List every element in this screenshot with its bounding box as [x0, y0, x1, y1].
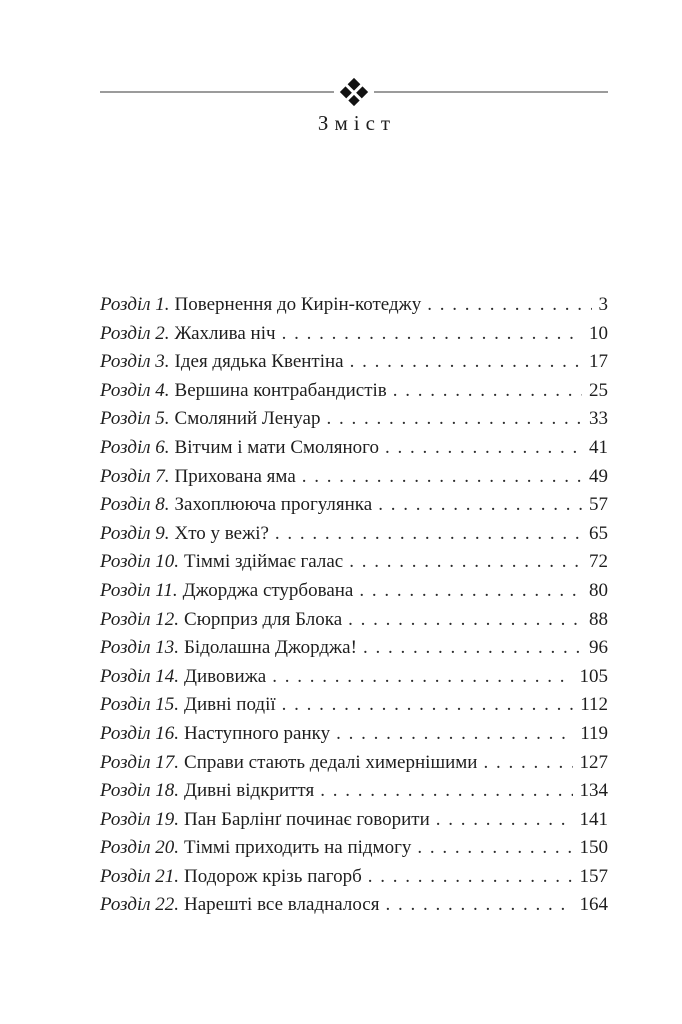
- chapter-title: Дивні відкриття: [184, 780, 315, 802]
- four-diamond-ornament-icon: [340, 78, 368, 106]
- page-number: 49: [589, 465, 608, 487]
- chapter-label: Розділ 12.: [100, 608, 180, 630]
- chapter-label: Розділ 16.: [100, 722, 180, 744]
- dot-leader: [349, 548, 582, 577]
- toc-row: [100, 691, 608, 720]
- page-number: 127: [579, 751, 608, 773]
- dot-leader: [326, 405, 582, 434]
- chapter-title: Захоплююча прогулянка: [174, 494, 373, 516]
- chapter-title: Джорджа стурбована: [182, 579, 354, 601]
- chapter-title: Прихована яма: [174, 465, 296, 487]
- toc-row: [100, 863, 608, 892]
- dot-leader: [436, 806, 573, 835]
- chapter-title: Наступного ранку: [184, 722, 331, 744]
- dot-leader: [348, 606, 582, 635]
- toc-list: [100, 291, 608, 920]
- page-number: 33: [589, 408, 608, 430]
- toc-row: [100, 291, 608, 320]
- page-number: 141: [579, 808, 608, 830]
- dot-leader: [320, 777, 572, 806]
- toc-row: [100, 749, 608, 778]
- dot-leader: [427, 291, 591, 320]
- chapter-label: Розділ 5.: [100, 408, 170, 430]
- chapter-label: Розділ 18.: [100, 780, 180, 802]
- chapter-label: Розділ 14.: [100, 665, 180, 687]
- toc-row: [100, 720, 608, 749]
- toc-row: [100, 320, 608, 349]
- chapter-title: Сюрприз для Блока: [184, 608, 343, 630]
- page-number: 57: [589, 494, 608, 516]
- chapter-title: Тіммі здіймає галас: [184, 551, 344, 573]
- toc-row: [100, 491, 608, 520]
- toc-row: [100, 806, 608, 835]
- chapter-label: Розділ 1.: [100, 294, 170, 315]
- chapter-title: Хто у вежі?: [174, 522, 269, 544]
- chapter-title: Справи стають дедалі химернішими: [184, 751, 478, 773]
- page-number: 17: [589, 351, 608, 373]
- chapter-label: Розділ 13.: [100, 637, 180, 659]
- page-number: 164: [579, 894, 608, 916]
- chapter-label: Розділ 15.: [100, 694, 180, 716]
- page-number: 88: [589, 608, 608, 630]
- page-number: 150: [579, 837, 608, 859]
- page-number: 72: [589, 551, 608, 573]
- dot-leader: [275, 520, 582, 549]
- chapter-label: Розділ 20.: [100, 837, 180, 859]
- chapter-title: Дивні події: [184, 694, 276, 716]
- chapter-title: Ідея дядька Квентіна: [174, 351, 344, 373]
- toc-row: [100, 577, 608, 606]
- chapter-title: Бідолашна Джорджа!: [184, 637, 357, 659]
- rule-right: [374, 91, 608, 93]
- dot-leader: [417, 834, 572, 863]
- toc-row: [100, 377, 608, 406]
- chapter-label: Розділ 11.: [100, 579, 178, 601]
- chapter-title: Вітчим і мати Смоляного: [174, 436, 380, 458]
- dot-leader: [359, 577, 582, 606]
- toc-row: [100, 606, 608, 635]
- chapter-label: Розділ 10.: [100, 551, 180, 573]
- chapter-title: Нарешті все владналося: [184, 894, 380, 916]
- toc-row: [100, 548, 608, 577]
- header-ornament-rule: [100, 77, 608, 107]
- chapter-title: Пан Барлінґ починає говорити: [184, 808, 430, 830]
- chapter-title: Смоляний Ленуар: [174, 408, 321, 430]
- chapter-label: Розділ 2.: [100, 322, 170, 344]
- toc-row: [100, 834, 608, 863]
- page-number: 10: [589, 322, 608, 344]
- chapter-label: Розділ 8.: [100, 494, 170, 516]
- rule-left: [100, 91, 334, 93]
- chapter-label: Розділ 4.: [100, 379, 170, 401]
- chapter-title: Вершина контрабандистів: [174, 379, 387, 401]
- dot-leader: [336, 720, 573, 749]
- page-number: 134: [579, 780, 608, 802]
- page-number: 105: [579, 665, 608, 687]
- chapter-title: Тіммі приходить на підмогу: [184, 837, 412, 859]
- page-number: 112: [580, 694, 608, 716]
- chapter-title: Дивовижа: [184, 665, 267, 687]
- page-number: 65: [589, 522, 608, 544]
- chapter-label: Розділ 21.: [100, 865, 180, 887]
- chapter-title: Подорож крізь пагорб: [184, 865, 362, 887]
- dot-leader: [378, 491, 582, 520]
- chapter-label: Розділ 7.: [100, 465, 170, 487]
- toc-row: [100, 405, 608, 434]
- chapter-label: Розділ 9.: [100, 522, 170, 544]
- toc-row: [100, 663, 608, 692]
- dot-leader: [483, 749, 572, 778]
- dot-leader: [363, 634, 582, 663]
- dot-leader: [282, 320, 582, 349]
- chapter-label: Розділ 3.: [100, 351, 170, 373]
- page-number: 3: [598, 294, 608, 315]
- toc-row: [100, 634, 608, 663]
- toc-row: [100, 434, 608, 463]
- toc-row: [100, 348, 608, 377]
- chapter-title: Жахлива ніч: [174, 322, 276, 344]
- toc-row: [100, 891, 608, 920]
- toc-row: [100, 463, 608, 492]
- toc-row: [100, 777, 608, 806]
- dot-leader: [302, 463, 582, 492]
- chapter-title: Повернення до Кирін-котеджу: [174, 294, 422, 315]
- chapter-label: Розділ 22.: [100, 894, 180, 916]
- dot-leader: [393, 377, 582, 406]
- page-content: [100, 0, 608, 1024]
- chapter-label: Розділ 17.: [100, 751, 180, 773]
- page-number: 80: [589, 579, 608, 601]
- page-number: 157: [579, 865, 608, 887]
- page-title: Зміст: [317, 111, 397, 135]
- dot-leader: [350, 348, 582, 377]
- dot-leader: [368, 863, 573, 892]
- dot-leader: [282, 691, 574, 720]
- page-number: 25: [589, 379, 608, 401]
- dot-leader: [385, 891, 572, 920]
- page-number: 41: [589, 436, 608, 458]
- dot-leader: [385, 434, 582, 463]
- toc-row: [100, 520, 608, 549]
- page-number: 96: [589, 637, 608, 659]
- chapter-label: Розділ 19.: [100, 808, 180, 830]
- page-number: 119: [580, 722, 608, 744]
- chapter-label: Розділ 6.: [100, 436, 170, 458]
- dot-leader: [272, 663, 572, 692]
